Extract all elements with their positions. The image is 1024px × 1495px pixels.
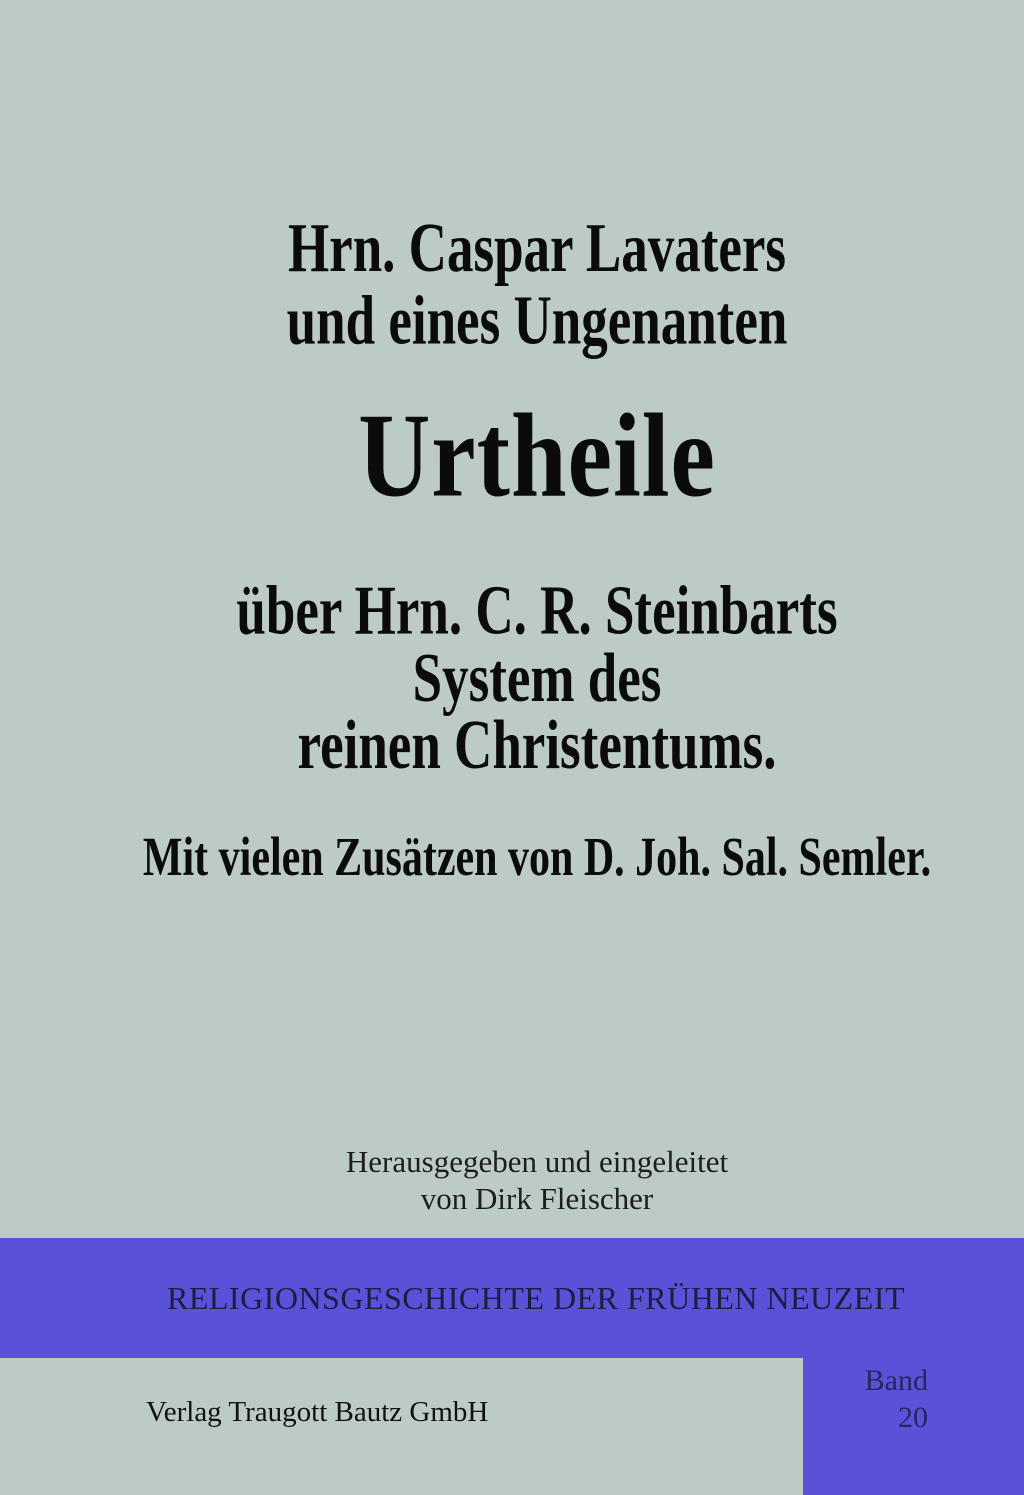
editor-line-2: von Dirk Fleischer <box>420 1181 654 1216</box>
author-line-1: Hrn. Caspar Lavaters <box>287 210 787 287</box>
editor-line-1: Herausgegeben und eingeleitet <box>345 1144 729 1179</box>
series-title: RELIGIONSGESCHICHTE DER FRÜHEN NEUZEIT <box>166 1279 906 1316</box>
volume-block <box>865 1362 928 1436</box>
subtitle-line-1: über Hrn. C. R. Steinbarts <box>236 572 838 650</box>
author-line-2: und eines Ungenanten <box>286 282 788 360</box>
editor-block <box>0 1143 1024 1217</box>
author-title-block <box>0 210 1024 360</box>
main-title: Urtheile <box>358 388 716 522</box>
volume-label: Band <box>864 1364 928 1397</box>
series-band <box>0 1238 1024 1358</box>
subtitle-line-3: reinen Christentums. <box>297 707 777 784</box>
subtitle-line-2: System des <box>412 640 662 717</box>
publisher-name: Verlag Traugott Bautz GmbH <box>146 1396 489 1428</box>
subtitle-block <box>0 572 1024 784</box>
volume-number: 20 <box>898 1401 928 1434</box>
contributor-line: Mit vielen Zusätzen von D. Joh. Sal. Semler. <box>142 827 932 889</box>
